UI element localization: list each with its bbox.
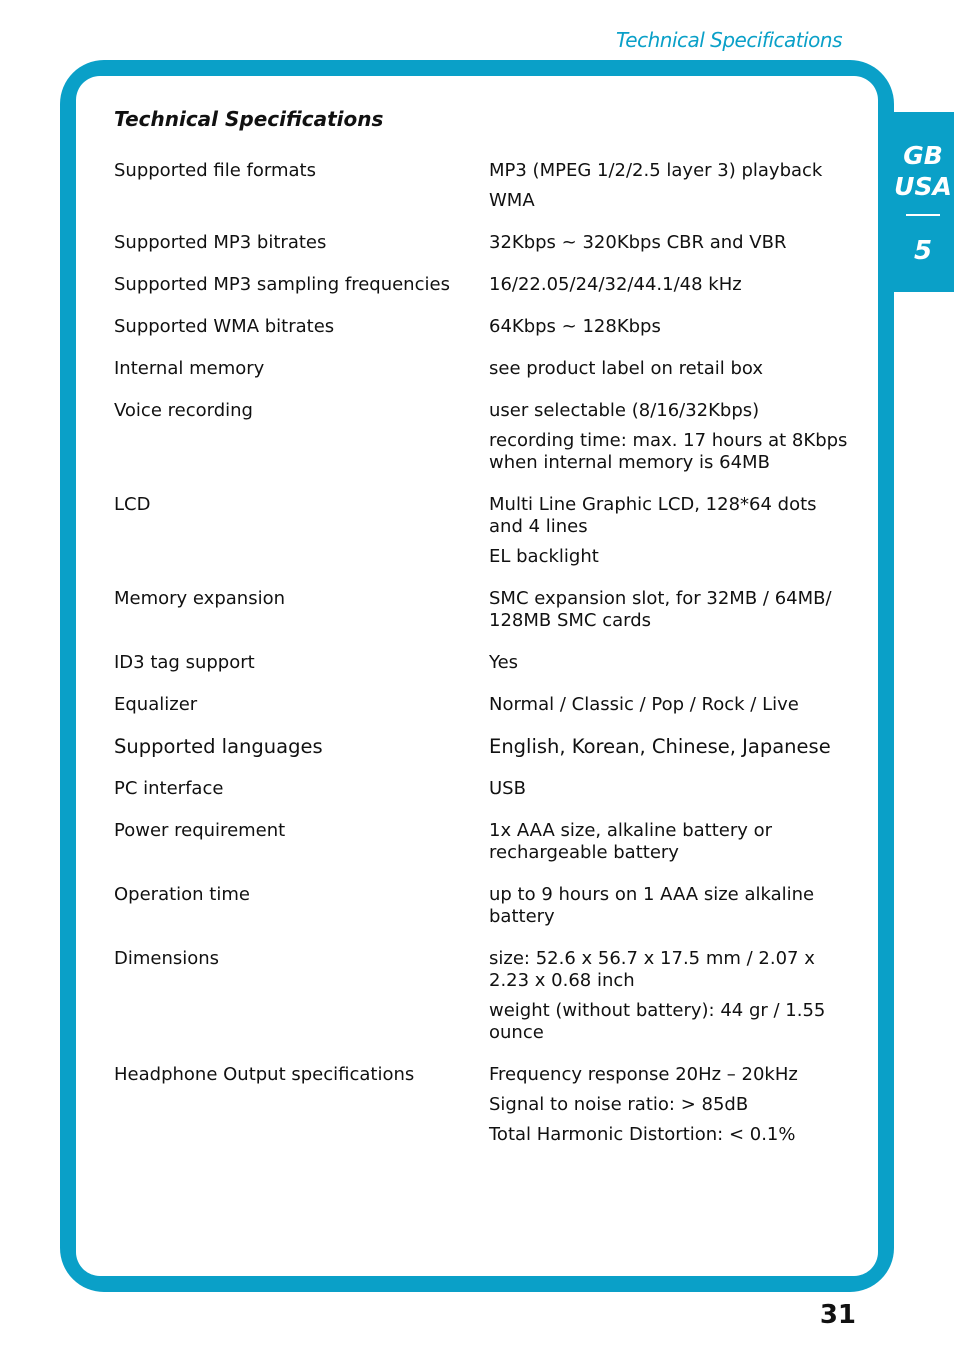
spec-row <box>114 272 854 314</box>
spec-label: Supported MP3 sampling frequencies <box>114 274 450 295</box>
region-label <box>892 140 954 202</box>
spec-value <box>489 650 854 692</box>
spec-label: Power requirement <box>114 820 286 841</box>
spec-value-line: English, Korean, Chinese, Japanese <box>489 735 831 758</box>
spec-label: Supported WMA bitrates <box>114 316 335 337</box>
spec-label: Internal memory <box>114 358 265 379</box>
spec-value-line: 1x AAA size, alkaline battery or rechargeable battery <box>489 820 773 863</box>
spec-value-line: Yes <box>489 652 519 673</box>
spec-value-line: 16/22.05/24/32/44.1/48 kHz <box>489 274 742 295</box>
spec-value-line: USB <box>489 778 526 799</box>
spec-value <box>489 586 854 650</box>
spec-value <box>489 692 854 734</box>
spec-value-line: user selectable (8/16/32Kbps) <box>489 400 760 421</box>
language-chapter-tab <box>892 112 954 292</box>
spec-value-line: weight (without battery): 44 gr / 1.55 ounce <box>489 1000 826 1043</box>
spec-label: Memory expansion <box>114 588 285 609</box>
spec-value-line: EL backlight <box>489 546 599 567</box>
spec-value <box>489 356 854 398</box>
region-usa: USA <box>894 172 952 201</box>
spec-value-line: see product label on retail box <box>489 358 764 379</box>
spec-value <box>489 734 854 776</box>
spec-value <box>489 776 854 818</box>
page-number: 31 <box>819 1300 856 1330</box>
spec-label: Headphone Output specifications <box>114 1064 415 1085</box>
spec-row <box>114 398 854 492</box>
spec-label: Dimensions <box>114 948 220 969</box>
spec-value-line: Signal to noise ratio: > 85dB <box>489 1094 749 1115</box>
spec-value-line: SMC expansion slot, for 32MB / 64MB/ 128MB SMC cards <box>489 588 832 631</box>
spec-label: Supported file formats <box>114 160 316 181</box>
spec-row <box>114 1062 854 1164</box>
spec-value <box>489 882 854 946</box>
spec-value-line: 64Kbps ~ 128Kbps <box>489 316 661 337</box>
spec-label: Supported MP3 bitrates <box>114 232 327 253</box>
spec-row <box>114 946 854 1062</box>
spec-value <box>489 398 854 492</box>
spec-value-line: up to 9 hours on 1 AAA size alkaline battery <box>489 884 815 927</box>
spec-row <box>114 650 854 692</box>
spec-row <box>114 356 854 398</box>
spec-value-line: WMA <box>489 190 535 211</box>
spec-row <box>114 734 854 776</box>
spec-value <box>489 946 854 1062</box>
spec-value <box>489 158 854 230</box>
spec-table <box>114 158 854 1164</box>
spec-value <box>489 1062 854 1164</box>
spec-value-line: Frequency response 20Hz – 20kHz <box>489 1064 798 1085</box>
spec-value <box>489 314 854 356</box>
chapter-number: 5 <box>913 236 933 266</box>
spec-row <box>114 158 854 230</box>
spec-label: Voice recording <box>114 400 253 421</box>
spec-label: Supported languages <box>114 735 323 758</box>
spec-value-line: Total Harmonic Distortion: < 0.1% <box>489 1124 796 1145</box>
spec-row <box>114 882 854 946</box>
spec-label: ID3 tag support <box>114 652 255 673</box>
spec-value-line: Normal / Classic / Pop / Rock / Live <box>489 694 799 715</box>
spec-value <box>489 272 854 314</box>
spec-value-line: recording time: max. 17 hours at 8Kbps when internal memory is 64MB <box>489 430 848 473</box>
spec-row <box>114 818 854 882</box>
spec-row <box>114 492 854 586</box>
spec-value <box>489 818 854 882</box>
spec-row <box>114 692 854 734</box>
spec-value <box>489 492 854 586</box>
spec-row <box>114 230 854 272</box>
spec-row <box>114 314 854 356</box>
spec-label: Equalizer <box>114 694 198 715</box>
spec-row <box>114 586 854 650</box>
spec-label: LCD <box>114 494 151 515</box>
region-gb: GB <box>903 141 943 170</box>
spec-row <box>114 776 854 818</box>
spec-label: PC interface <box>114 778 224 799</box>
spec-value-line: size: 52.6 x 56.7 x 17.5 mm / 2.07 x 2.23 x 0.68 inch <box>489 948 815 991</box>
spec-label: Operation time <box>114 884 250 905</box>
spec-value-line: 32Kbps ~ 320Kbps CBR and VBR <box>489 232 787 253</box>
spec-value-line: MP3 (MPEG 1/2/2.5 layer 3) playback <box>489 160 823 181</box>
spec-value <box>489 230 854 272</box>
section-title: Technical Specifications <box>114 107 384 131</box>
tab-divider <box>906 214 940 216</box>
spec-value-line: Multi Line Graphic LCD, 128*64 dots and 4 lines <box>489 494 817 537</box>
running-header: Technical Specifications <box>616 28 842 52</box>
